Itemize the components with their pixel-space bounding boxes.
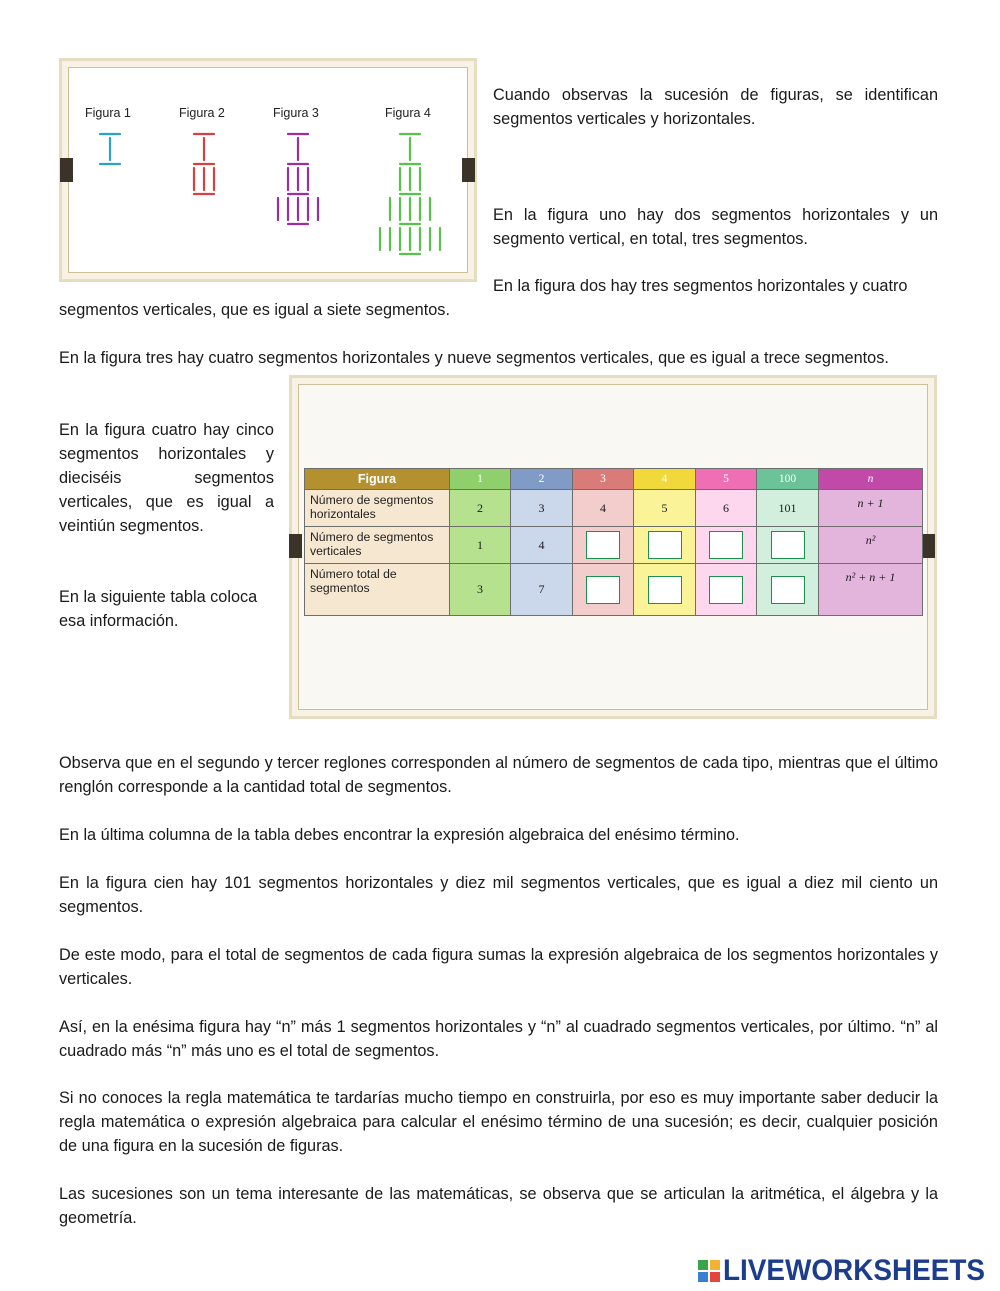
intro-paragraph-3a: En la figura dos hay tres segmentos horizontales y cuatro xyxy=(493,277,908,295)
answer-input-v-4[interactable] xyxy=(648,531,682,559)
intro-paragraph-5: En la figura cuatro hay cinco segmentos horizontales y dieciséis segmentos verticales, que es igual a veintiún segmentos. xyxy=(59,421,274,535)
header-n: n xyxy=(819,469,923,490)
cell-h-5: 6 xyxy=(696,490,757,527)
figure-2-label: Figura 2 xyxy=(179,106,225,120)
answer-input-t-4[interactable] xyxy=(648,576,682,604)
segment-figures xyxy=(87,126,463,266)
answer-input-v-5[interactable] xyxy=(709,531,743,559)
cell-h-1: 2 xyxy=(450,490,511,527)
header-1: 1 xyxy=(450,469,511,490)
body-paragraph-7: Las sucesiones son un tema interesante de las matemáticas, se observa que se articulan la aritmética, el álgebra y la geometría. xyxy=(59,1185,938,1227)
logo-square-v xyxy=(698,1272,708,1282)
body-paragraph-6: Si no conoces la regla matemática te tardarías mucho tiempo en construirla, por eso es muy importante saber deducir la regla matemática o expresión algebraica para calcular el enésimo término de una sucesión; es decir, cualquier posición de una figura en la sucesión de figuras. xyxy=(59,1089,938,1155)
figure-3-label: Figura 3 xyxy=(273,106,319,120)
body-paragraph-1: Observa que en el segundo y tercer reglones corresponden al número de segmentos de cada tipo, mientras que el último renglón corresponde a la cantidad total de segmentos. xyxy=(59,754,938,796)
sequence-table xyxy=(304,468,923,616)
table-row xyxy=(305,490,923,527)
logo-square-e xyxy=(710,1272,720,1282)
logo-text: LIVEWORKSHEETS xyxy=(723,1254,985,1287)
cell-h-2: 3 xyxy=(511,490,573,527)
cell-h-3: 4 xyxy=(573,490,634,527)
answer-input-v-100[interactable] xyxy=(771,531,805,559)
figures-image xyxy=(59,58,477,282)
cell-v-100 xyxy=(757,527,819,564)
row-label-horizontales: Número de segmentos horizontales xyxy=(305,490,450,527)
cell-v-4 xyxy=(634,527,696,564)
cell-v-n: n² xyxy=(819,527,923,564)
intro-paragraph-6: En la siguiente tabla coloca esa información. xyxy=(59,588,258,630)
intro-paragraph-4: En la figura tres hay cuatro segmentos horizontales y nueve segmentos verticales, que es igual a trece segmentos. xyxy=(59,349,889,367)
answer-input-v-3[interactable] xyxy=(586,531,620,559)
cell-t-100 xyxy=(757,564,819,616)
cell-h-n: n + 1 xyxy=(819,490,923,527)
cell-v-2: 4 xyxy=(511,527,573,564)
row-label-verticales: Número de segmentos verticales xyxy=(305,527,450,564)
cell-t-2: 7 xyxy=(511,564,573,616)
cell-t-1: 3 xyxy=(450,564,511,616)
cell-t-n: n² + n + 1 xyxy=(819,564,923,616)
image-slider-handle-right[interactable] xyxy=(462,158,475,182)
cell-v-3 xyxy=(573,527,634,564)
figure-4-label: Figura 4 xyxy=(385,106,431,120)
header-2: 2 xyxy=(511,469,573,490)
answer-input-t-100[interactable] xyxy=(771,576,805,604)
table-row xyxy=(305,564,923,616)
cell-t-3 xyxy=(573,564,634,616)
figure-1-label: Figura 1 xyxy=(85,106,131,120)
table-header-row xyxy=(305,469,923,490)
body-paragraph-2: En la última columna de la tabla debes encontrar la expresión algebraica del enésimo término. xyxy=(59,826,740,844)
body-paragraph-5: Así, en la enésima figura hay “n” más 1 segmentos horizontales y “n” al cuadrado segmentos verticales, por último. “n” al cuadrado más “n” más uno es el total de segmentos. xyxy=(59,1018,938,1060)
cell-t-4 xyxy=(634,564,696,616)
answer-input-t-3[interactable] xyxy=(586,576,620,604)
cell-t-5 xyxy=(696,564,757,616)
row-label-total: Número total de segmentos xyxy=(305,564,450,616)
header-5: 5 xyxy=(696,469,757,490)
liveworksheets-logo[interactable] xyxy=(698,1254,1000,1288)
logo-square-l xyxy=(698,1260,708,1270)
intro-paragraph-2: En la figura uno hay dos segmentos horizontales y un segmento vertical, en total, tres segmentos. xyxy=(493,206,938,248)
logo-icon xyxy=(698,1260,720,1282)
logo-square-i xyxy=(710,1260,720,1270)
cell-h-100: 101 xyxy=(757,490,819,527)
table-slider-handle-left[interactable] xyxy=(289,534,302,558)
header-4: 4 xyxy=(634,469,696,490)
answer-input-t-5[interactable] xyxy=(709,576,743,604)
cell-v-5 xyxy=(696,527,757,564)
body-paragraph-4: De este modo, para el total de segmentos de cada figura sumas la expresión algebraica de los segmentos horizontales y verticales. xyxy=(59,946,938,988)
cell-v-1: 1 xyxy=(450,527,511,564)
intro-paragraph-3b: segmentos verticales, que es igual a siete segmentos. xyxy=(59,301,450,319)
cell-h-4: 5 xyxy=(634,490,696,527)
intro-paragraph-1: Cuando observas la sucesión de figuras, se identifican segmentos verticales y horizontales. xyxy=(493,86,938,128)
body-paragraph-3: En la figura cien hay 101 segmentos horizontales y diez mil segmentos verticales, que es igual a diez mil ciento un segmentos. xyxy=(59,874,938,916)
table-slider-handle-right[interactable] xyxy=(922,534,935,558)
table-row xyxy=(305,527,923,564)
image-slider-handle-left[interactable] xyxy=(60,158,73,182)
header-3: 3 xyxy=(573,469,634,490)
header-figura: Figura xyxy=(305,469,450,490)
header-100: 100 xyxy=(757,469,819,490)
